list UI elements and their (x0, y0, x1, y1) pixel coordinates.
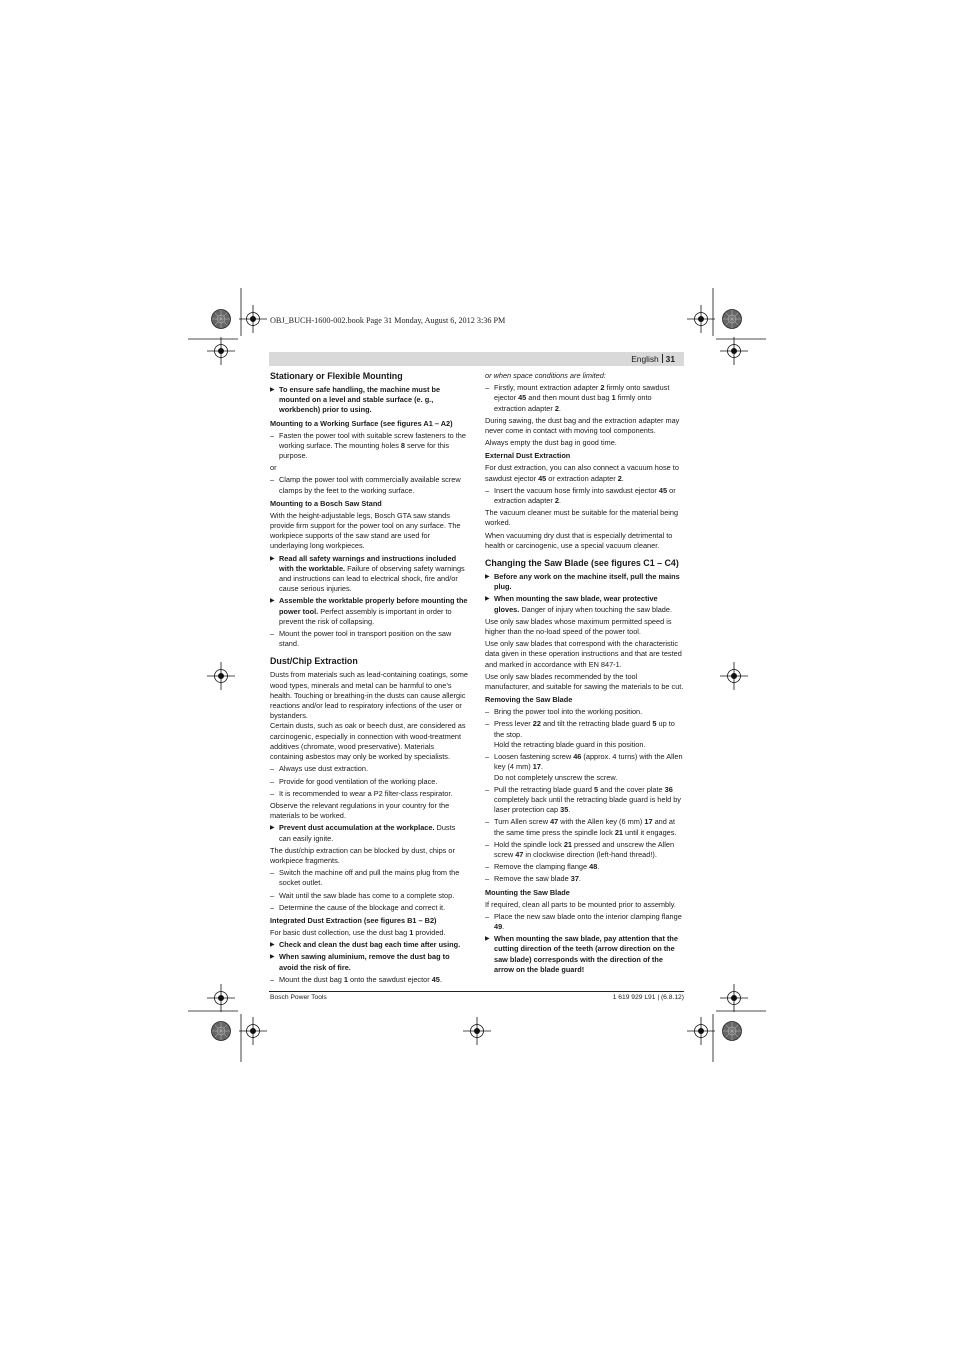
heading-changing-saw-blade: Changing the Saw Blade (see figures C1 – C4) (485, 558, 679, 569)
paragraph: During sawing, the dust bag and the extraction adapter may never come in contact with moving tool components. (485, 415, 680, 436)
page-header (631, 354, 675, 364)
list-item: – Press lever 22 and tilt the retracting blade guard 5 up to the stop. Hold the retracting blade guard in this position. (485, 719, 684, 750)
heading-integrated-dust-extraction: Integrated Dust Extraction (see figures B1 – B2) (270, 915, 437, 925)
paragraph: Use only saw blades recommended by the tool manufacturer, and suitable for sawing the materials to be cut. (485, 671, 684, 692)
warning-item: ▶ When sawing aluminium, remove the dust bag to avoid the risk of fire. (270, 952, 469, 972)
list-item: – Remove the saw blade 37. (485, 874, 684, 884)
heading-removing-saw-blade: Removing the Saw Blade (485, 695, 573, 705)
warning-item: ▶ To ensure safe handling, the machine must be mounted on a level and stable surface (e. g., workbench) prior to using. (270, 385, 469, 416)
warning-item: ▶ When mounting the saw blade, pay attention that the cutting direction of the teeth (arrow direction on the saw blade) corresponds with the direction of the arrow on the blade guard! (485, 934, 684, 975)
paragraph: When vacuuming dry dust that is especially detrimental to health or carcinogenic, use a special vacuum cleaner. (485, 530, 673, 550)
paragraph: Observe the relevant regulations in your country for the materials to be worked. (270, 800, 450, 821)
paragraph: Certain dusts, such as oak or beech dust, are considered as carcinogenic, especially in connection with wood-treatment additives (chromate, wood preservative). Materials containing asbestos may only be worked by specialists. (270, 721, 466, 762)
warning-item: ▶ Prevent dust accumulation at the workplace. Dusts can easily ignite. (270, 823, 469, 843)
list-item: – Place the new saw blade onto the interior clamping flange 49. (485, 912, 684, 932)
page-number: 31 (665, 354, 675, 364)
list-item: – Wait until the saw blade has come to a complete stop. (270, 891, 469, 901)
list-item: – Bring the power tool into the working position. (485, 707, 684, 717)
paragraph: The dust/chip extraction can be blocked by dust, chips or workpiece fragments. (270, 845, 455, 865)
paragraph: or when space conditions are limited: (485, 371, 606, 380)
heading-stationary-mounting: Stationary or Flexible Mounting (270, 371, 403, 381)
heading-mounting-saw-blade: Mounting the Saw Blade (485, 887, 570, 897)
heading-working-surface: Mounting to a Working Surface (see figures A1 – A2) (270, 418, 453, 428)
heading-saw-stand: Mounting to a Bosch Saw Stand (270, 498, 382, 508)
heading-dust-extraction: Dust/Chip Extraction (270, 656, 358, 667)
paragraph: Always empty the dust bag in good time. (485, 438, 617, 448)
list-item: – Mount the power tool in transport position on the saw stand. (270, 629, 469, 649)
page-header-bar (269, 352, 684, 366)
paragraph: The vacuum cleaner must be suitable for the material being worked. (485, 508, 679, 528)
left-column (270, 371, 469, 987)
footer-brand: Bosch Power Tools (270, 994, 327, 1001)
warning-item: ▶ When mounting the saw blade, wear protective gloves. Danger of injury when touching the saw blade. (485, 594, 684, 614)
paragraph: Use only saw blades that correspond with the characteristic data given in these operation instructions and that are tested and marked in accordance with EN 847-1. (485, 639, 682, 669)
or-text: or (270, 463, 277, 473)
list-item: – Mount the dust bag 1 onto the sawdust ejector 45. (270, 975, 469, 985)
list-item: – Determine the cause of the blockage and correct it. (270, 903, 469, 913)
list-item: – Loosen fastening screw 46 (approx. 4 turns) with the Allen key (4 mm) 17. Do not completely unscrew the screw. (485, 752, 684, 783)
paragraph: For basic dust collection, use the dust bag 1 provided. (270, 927, 446, 937)
list-item: – It is recommended to wear a P2 filter-class respirator. (270, 789, 469, 799)
paragraph: Dusts from materials such as lead-containing coatings, some wood types, minerals and metal can be harmful to one’s health. Touching or breathing-in the dusts can cause allergic reactions and/or lead to respiratory infections of the user or bystanders. (270, 670, 468, 721)
list-item: – Pull the retracting blade guard 5 and the cover plate 36 completely back until the retracting blade guard is held by laser protection cap 35. (485, 785, 684, 816)
list-item: – Fasten the power tool with suitable screw fasteners to the working surface. The mounting holes 8 serve for this purpose. (270, 431, 469, 462)
list-item: – Insert the vacuum hose firmly into sawdust ejector 45 or extraction adapter 2. (485, 486, 684, 506)
list-item: – Hold the spindle lock 21 pressed and unscrew the Allen screw 47 in clockwise direction (left-hand thread!). (485, 840, 684, 860)
header-language: English (631, 354, 659, 364)
footer-doc-number: 1 619 929 L91 | (6.8.12) (612, 994, 684, 1001)
right-column (485, 371, 684, 977)
list-item: – Provide for good ventilation of the working place. (270, 777, 469, 787)
list-item: – Clamp the power tool with commercially available screw clamps by the feet to the working surface. (270, 475, 469, 495)
list-item: – Turn Allen screw 47 with the Allen key (6 mm) 17 and at the same time press the spindle lock 21 until it engages. (485, 817, 684, 837)
paragraph: Use only saw blades whose maximum permitted speed is higher than the no-load speed of the power tool. (485, 616, 672, 637)
warning-item: ▶ Before any work on the machine itself, pull the mains plug. (485, 572, 684, 592)
paragraph: If required, clean all parts to be mounted prior to assembly. (485, 899, 676, 909)
warning-item: ▶ Read all safety warnings and instructions included with the worktable. Failure of observing safety warnings and instructions can lead to electrical shock, fire and/or cause serious injuries. (270, 554, 469, 595)
warning-item: ▶ Assemble the worktable properly before mounting the power tool. Perfect assembly is important in order to prevent the risk of collapsing. (270, 596, 469, 627)
warning-item: ▶ Check and clean the dust bag each time after using. (270, 940, 469, 950)
footer-rule (269, 991, 684, 992)
list-item: – Firstly, mount extraction adapter 2 firmly onto sawdust ejector 45 and then mount dust bag 1 firmly onto extraction adapter 2. (485, 383, 684, 414)
paragraph: For dust extraction, you can also connect a vacuum hose to sawdust ejector 45 or extraction adapter 2. (485, 463, 679, 483)
list-item: – Always use dust extraction. (270, 764, 469, 774)
list-item: – Switch the machine off and pull the mains plug from the socket outlet. (270, 868, 469, 888)
paragraph: With the height-adjustable legs, Bosch GTA saw stands provide firm support for the power tool on any surface. The workpiece supports of the saw stand are used for underlaying long workpieces. (270, 510, 461, 551)
list-item: – Remove the clamping flange 48. (485, 862, 684, 872)
heading-external-dust-extraction: External Dust Extraction (485, 451, 571, 461)
print-slug: OBJ_BUCH-1600-002.book Page 31 Monday, August 6, 2012 3:36 PM (270, 316, 506, 325)
